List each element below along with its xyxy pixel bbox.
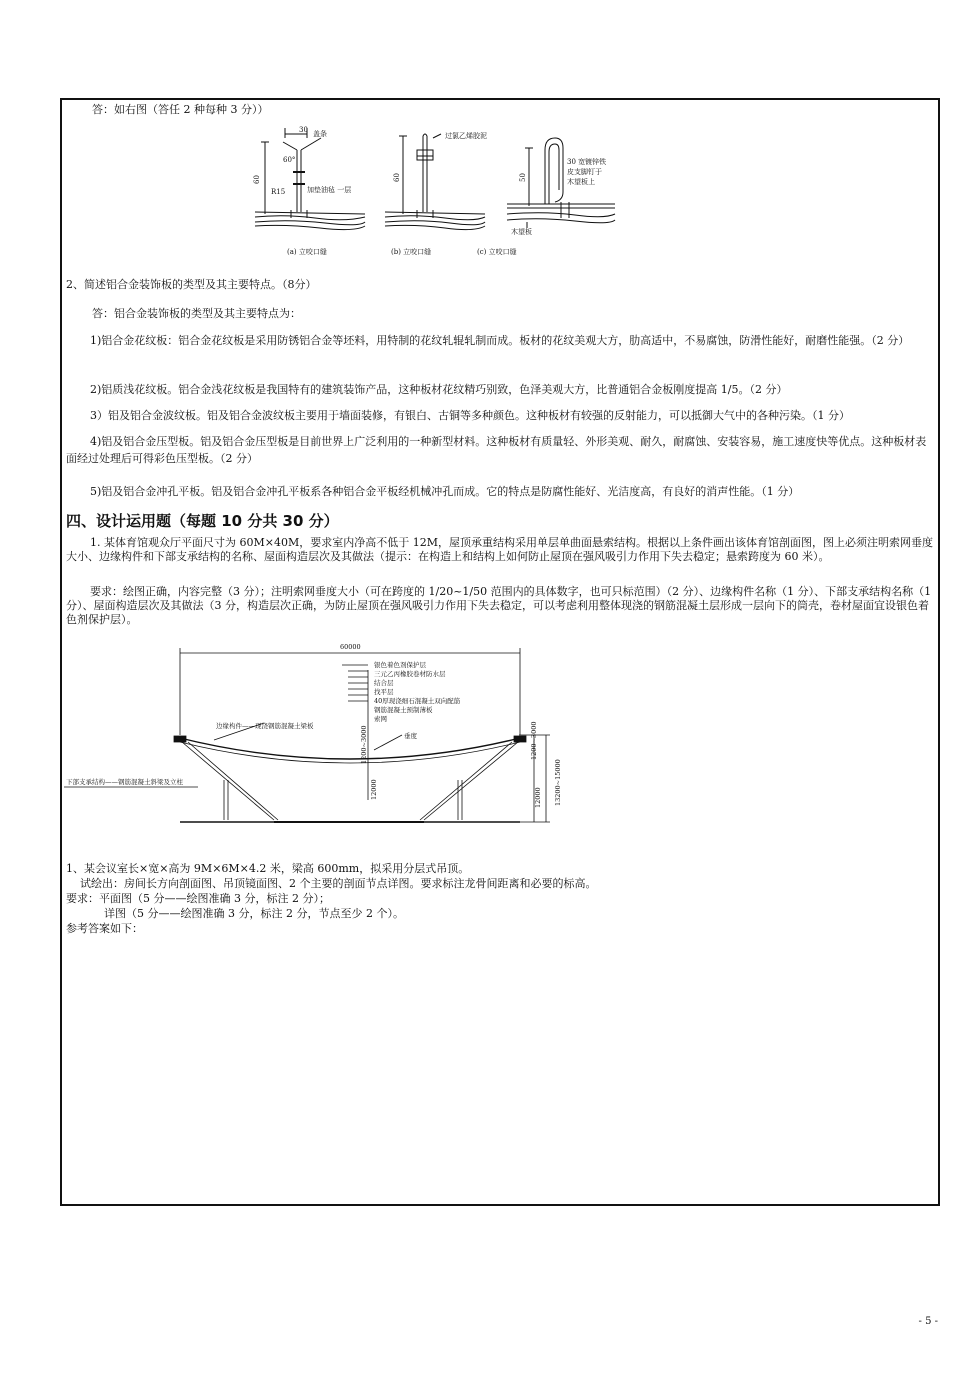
b-caption: (b) 立咬口缝: [391, 248, 432, 256]
meeting-line-3: 要求：平面图（5 分——绘图准确 3 分，标注 2 分）；: [66, 892, 330, 905]
height-right-1: 1200~3000: [530, 721, 538, 760]
height-mid: 12000: [370, 779, 378, 800]
c-caption: (c) 立咬口缝: [477, 248, 517, 256]
height-right-3: 13200~15000: [554, 759, 562, 806]
seam-detail-a: [255, 128, 365, 230]
q2-question: 2、简述铝合金装饰板的类型及其主要特点。（8分）: [66, 278, 317, 291]
a-pad: 加垫油毡 一层: [307, 186, 352, 194]
meeting-line-4: 详图（5 分——绘图准确 3 分，标注 2 分，节点至少 2 个）。: [104, 907, 404, 920]
layer-7: 索网: [374, 715, 387, 723]
seam-details-figure: [245, 122, 625, 262]
q2-item-3: 3）铝及铝合金波纹板。铝及铝合金波纹板主要用于墙面装修，有银白、古铜等多种颜色。这种板材有较强的反射能力，可以抵御大气中的各种污染。（1 分）: [90, 409, 850, 422]
layer-6: 钢筋混凝土预制薄板: [374, 706, 433, 714]
meeting-line-5: 参考答案如下：: [66, 922, 143, 935]
q2-item-4: 4)铝及铝合金压型板。铝及铝合金压型板是目前世界上广泛利用的一种新型材料。这种板材有质量轻、外形美观、耐久，耐腐蚀、安装容易，施工速度快等优点。这种板材表面经过处理后可得彩色压型板。（2 分）: [66, 435, 927, 465]
a-height: 60: [253, 175, 261, 184]
span-label: 60000: [340, 643, 361, 651]
stadium-section-figure: [64, 640, 564, 830]
layer-2: 三元乙丙橡胶卷材防水层: [374, 670, 446, 678]
seam-detail-c: [507, 138, 615, 228]
b-label: 过氯乙烯胶泥: [445, 132, 487, 140]
q2-intro: 答：铝合金装饰板的类型及其主要特点为：: [92, 307, 301, 320]
layer-1: 银色着色剂保护层: [374, 661, 426, 669]
height-right-2: 12000: [534, 787, 542, 808]
meeting-line-2: 试绘出：房间长方向剖面图、吊顶镜面图、2 个主要的剖面节点详图。要求标注龙骨间距离和必要的标高。: [80, 877, 597, 890]
layer-3: 结合层: [374, 679, 394, 687]
q2-item-2: 2)铝质浅花纹板。铝合金浅花纹板是我国特有的建筑装饰产品，这种板材花纹精巧别致，色泽美观大方，比普通铝合金板刚度提高 1/5。（2 分）: [90, 383, 788, 396]
b-height: 60: [393, 173, 401, 182]
c-note-1: 30 宽镀锌铁: [567, 158, 607, 166]
c-note-2: 皮支脚钉于: [567, 168, 602, 176]
a-radius: R15: [271, 188, 286, 196]
a-angle: 60°: [283, 156, 296, 164]
c-note-3: 木望板上: [567, 178, 595, 186]
support-label: 下部支承结构——钢筋混凝土斜梁及立柱: [66, 778, 183, 786]
c-board: 木望板: [511, 228, 532, 236]
meeting-line-1: 1、某会议室长×宽×高为 9M×6M×4.2 米，梁高 600mm，拟采用分层式吊顶。: [66, 862, 470, 875]
q2-item-1: 1)铝合金花纹板：铝合金花纹板是采用防锈铝合金等坯料，用特制的花纹轧辊轧制而成。板材的花纹美观大方，肋高适中，不易腐蚀，防滑性能好，耐磨性能强。（2 分）: [90, 334, 910, 347]
a-gaitiao-label: 盖条: [313, 130, 327, 138]
layer-4: 找平层: [374, 688, 394, 696]
c-height: 50: [519, 173, 527, 182]
section-heading: 四、设计运用题（每题 10 分共 30 分）: [66, 512, 339, 530]
q2-item-5: 5)铝及铝合金冲孔平板。铝及铝合金冲孔平板系各种铝合金平板经机械冲孔而成。它的特点是防腐性能好、光洁度高，有良好的消声性能。（1 分）: [90, 485, 800, 498]
q1-answer: 答：如右图（答任 2 种每种 3 分））: [92, 103, 269, 116]
height-left-sag: 1200~3000: [360, 725, 368, 764]
layer-5: 40厚现浇细石混凝土双向配筋: [374, 697, 461, 705]
page-number: - 5 -: [918, 1316, 938, 1327]
section4-q1-text: 1. 某体育馆观众厅平面尺寸为 60M×40M，要求室内净高不低于 12M，屋顶承重结构采用单层单曲面悬索结构。根据以上条件画出该体育馆剖面图，图上必须注明索网垂度大小、边缘构件和下部支承结构的名称、屋面构造层次及其做法（提示：在构造上和结构上如何防止屋顶在强风吸引力作用下失去稳定；悬索跨度为 60 米）。: [66, 536, 933, 563]
sag-label: 垂度: [404, 732, 417, 740]
a-caption: (a) 立咬口缝: [287, 248, 327, 256]
a-dim-top: 30: [299, 126, 308, 134]
edge-member-label: 边缘构件——现浇钢筋混凝土梁板: [216, 722, 314, 730]
section4-q1-requirements: 要求：绘图正确，内容完整（3 分）；注明索网垂度大小（可在跨度的 1/20~1/50 范围内的具体数字，也可只标范围）（2 分）、边缘构件名称（1 分）、下部支承结构名称（1 分）、屋面构造层次及其做法（3 分，构造层次正确，为防止屋顶在强风吸引力作用下失去稳定，可以考虑利用整体现浇的钢筋混凝土层形成一层向下的筒壳，卷材屋面宜设银色着色剂保护层）。: [66, 585, 932, 626]
